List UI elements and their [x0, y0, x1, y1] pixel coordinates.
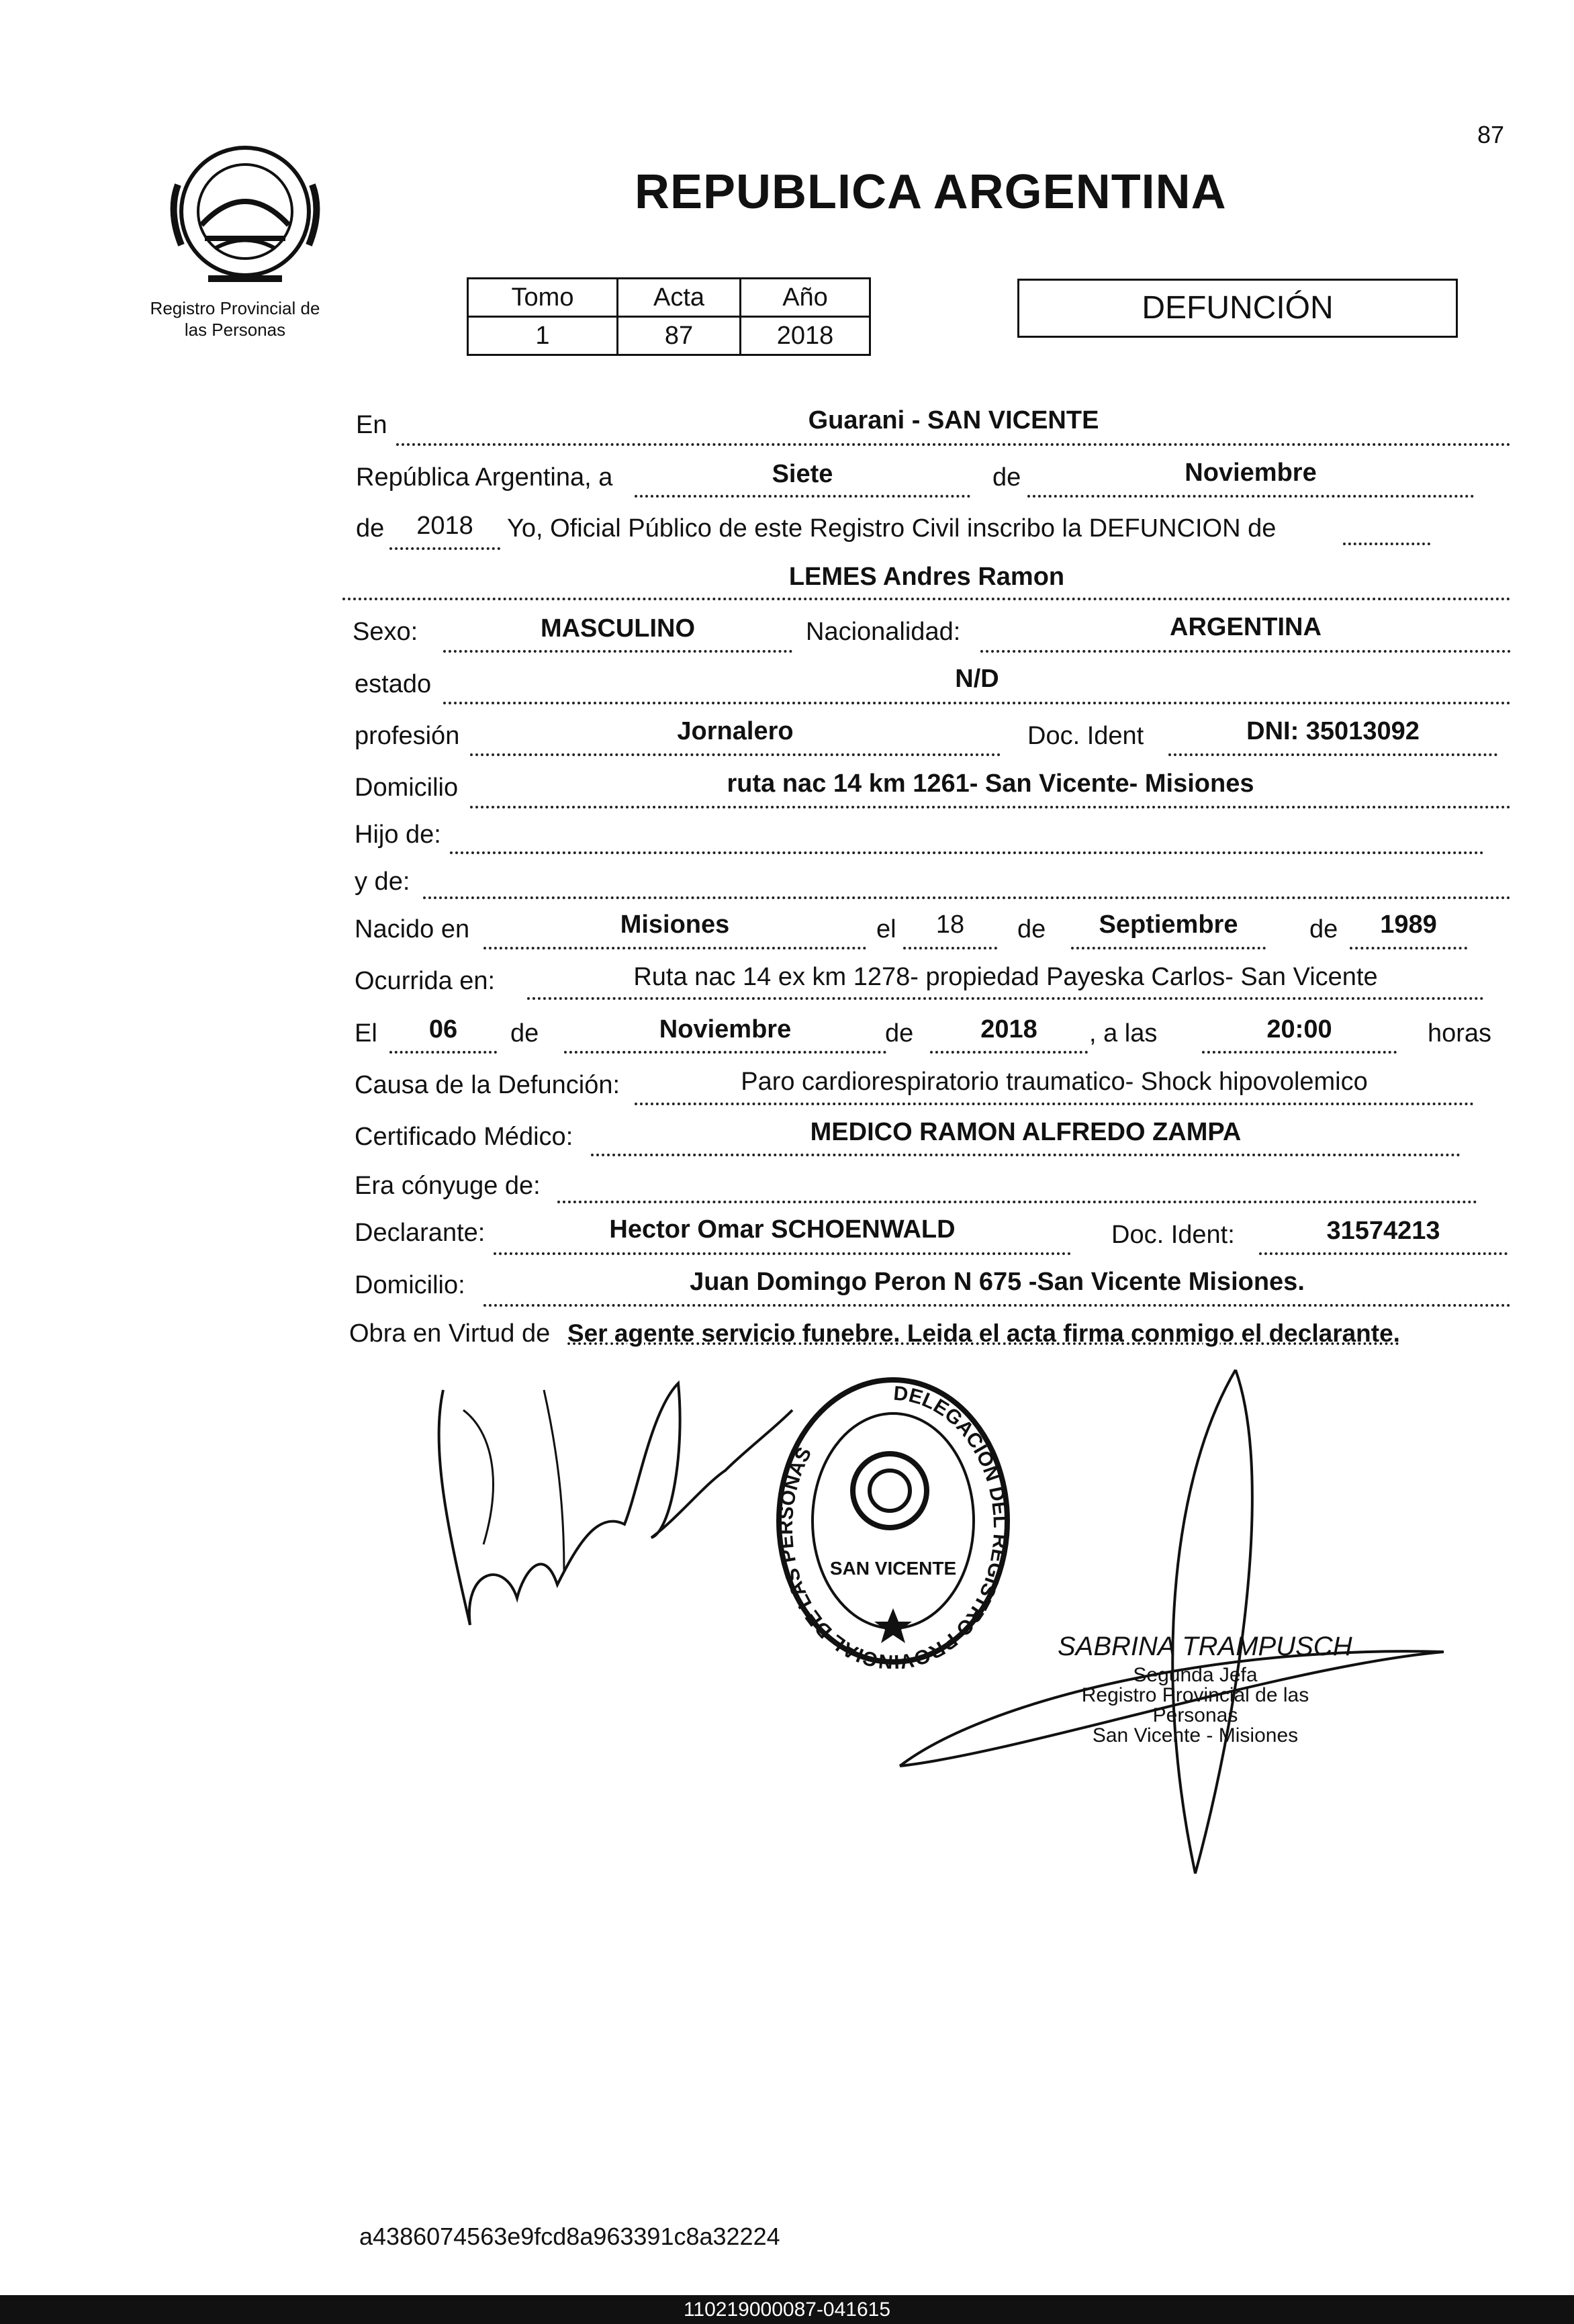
oficial-org: Registro Provincial de las Personas	[1081, 1684, 1309, 1726]
def-anio-value: 2018	[980, 1015, 1037, 1043]
causa-label: Causa de la Defunción:	[355, 1071, 620, 1099]
sexo-label: Sexo:	[353, 618, 418, 646]
docident-label: Doc. Ident	[1027, 722, 1144, 750]
nac-de2-label: de	[1309, 915, 1338, 943]
nac-anio-value: 1989	[1380, 911, 1437, 939]
def-mes-value: Noviembre	[659, 1015, 792, 1043]
decl-domicilio-label: Domicilio:	[355, 1271, 465, 1299]
def-de-label: de	[510, 1019, 539, 1048]
header-anio: Año	[741, 279, 870, 317]
dia-value: Siete	[772, 460, 833, 488]
certificado-label: Certificado Médico:	[355, 1123, 573, 1151]
document-hash: a4386074563e9fcd8a963391c8a32224	[359, 2223, 780, 2250]
yde-label: y de:	[355, 868, 410, 896]
oficial-cargo: Segunda Jefa	[1133, 1664, 1258, 1686]
ocurrida-value: Ruta nac 14 ex km 1278- propiedad Payeska Carlos- San Vicente	[633, 963, 1378, 991]
record-table-values	[468, 317, 870, 355]
mes-value: Noviembre	[1185, 459, 1317, 487]
domicilio-label: Domicilio	[355, 774, 459, 802]
value-acta: 87	[618, 317, 741, 355]
sexo-value: MASCULINO	[540, 614, 696, 643]
barcode-text: 110219000087-041615	[683, 2298, 891, 2321]
def-de2-label: de	[885, 1019, 914, 1048]
nacido-value: Misiones	[620, 911, 730, 939]
value-tomo: 1	[468, 317, 618, 355]
footer-bar	[0, 2295, 1574, 2324]
oficial-name: SABRINA TRAMPUSCH	[1058, 1632, 1352, 1661]
yo-text: Yo, Oficial Público de este Registro Civil inscribo la DEFUNCION de	[507, 514, 1277, 543]
ocurrida-label: Ocurrida en:	[355, 967, 496, 995]
republica-label: República Argentina, a	[356, 463, 613, 492]
nombre-value: LEMES Andres Ramon	[788, 563, 1065, 591]
value-anio: 2018	[741, 317, 870, 355]
stamp-center-text: SAN VICENTE	[829, 1558, 957, 1579]
header-acta: Acta	[618, 279, 741, 317]
profesion-label: profesión	[355, 722, 460, 750]
registro-line-1: Registro Provincial de	[150, 298, 320, 318]
nacionalidad-value: ARGENTINA	[1170, 613, 1322, 641]
horas-label: horas	[1428, 1019, 1492, 1048]
header-tomo: Tomo	[468, 279, 618, 317]
record-table-header	[468, 279, 870, 317]
el2-label: El	[355, 1019, 377, 1048]
page-title: REPUBLICA ARGENTINA	[635, 165, 1227, 219]
declarante-value: Hector Omar SCHOENWALD	[609, 1215, 956, 1244]
anio-value: 2018	[416, 512, 473, 540]
stamp-ring-text: DELEGACION DEL REGISTRO PROVINCIAL DE LAS PERSONAS	[774, 1382, 1012, 1669]
declarante-signature	[423, 1370, 799, 1659]
estado-label: estado	[355, 670, 432, 698]
alas-label: , a las	[1089, 1019, 1158, 1048]
provincia-misiones-logo	[154, 131, 336, 292]
oficial-place: San Vicente - Misiones	[1092, 1724, 1299, 1747]
causa-value: Paro cardiorespiratorio traumatico- Shock hipovolemico	[741, 1068, 1368, 1096]
de-label: de	[992, 463, 1021, 492]
def-dia-value: 06	[428, 1015, 458, 1043]
estado-value: N/D	[955, 665, 999, 693]
def-hora-value: 20:00	[1266, 1015, 1332, 1043]
certificado-value: MEDICO RAMON ALFREDO ZAMPA	[810, 1118, 1242, 1146]
obra-value: Ser agente servicio funebre. Leida el acta firma conmigo el declarante.	[567, 1319, 1400, 1347]
en-label: En	[356, 411, 387, 439]
docident-value: DNI: 35013092	[1246, 717, 1420, 745]
profesion-value: Jornalero	[677, 717, 794, 745]
document-type: DEFUNCIÓN	[1017, 279, 1458, 338]
obra-label: Obra en Virtud de	[349, 1319, 551, 1348]
oficial-cargo-block	[1037, 1665, 1353, 1746]
nacido-label: Nacido en	[355, 915, 470, 943]
nacionalidad-label: Nacionalidad:	[806, 618, 961, 646]
decl-doc-label: Doc. Ident:	[1111, 1221, 1235, 1249]
domicilio-value: ruta nac 14 km 1261- San Vicente- Misiones	[727, 770, 1254, 798]
page-number: 87	[1477, 121, 1505, 148]
decl-doc-value: 31574213	[1326, 1217, 1440, 1245]
registro-label	[134, 297, 336, 340]
record-table	[467, 277, 871, 356]
conyuge-label: Era cónyuge de:	[355, 1172, 541, 1200]
de2-label: de	[356, 514, 385, 543]
decl-domicilio-value: Juan Domingo Peron N 675 -San Vicente Misiones.	[690, 1268, 1305, 1296]
nac-de-label: de	[1017, 915, 1046, 943]
hijo-label: Hijo de:	[355, 821, 441, 849]
registro-line-2: las Personas	[184, 320, 286, 340]
declarante-label: Declarante:	[355, 1219, 485, 1247]
nac-mes-value: Septiembre	[1099, 911, 1238, 939]
oficial-signature	[886, 1350, 1504, 1887]
en-value: Guarani - SAN VICENTE	[808, 406, 1099, 434]
nac-dia-value: 18	[935, 911, 965, 939]
el-label: el	[876, 915, 896, 943]
